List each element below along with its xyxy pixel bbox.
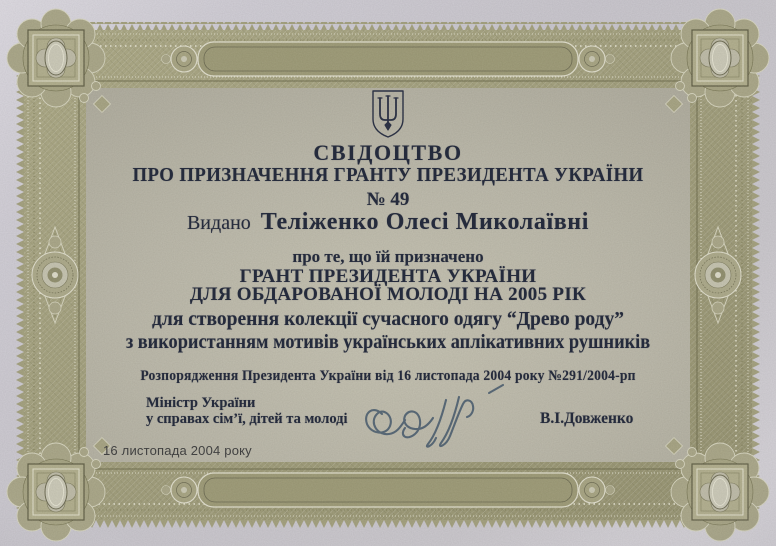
issued-label: Видано	[186, 212, 251, 234]
ukraine-trident-emblem-icon	[370, 89, 406, 141]
decree-reference: Розпорядження Президента України від 16 листопада 2004 року №291/2004-рп	[140, 368, 636, 384]
signer-position-line2: у справах сім’ї, дітей та молоді	[146, 410, 348, 427]
grant-title-line1: ГРАНТ ПРЕЗИДЕНТА УКРАЇНИ	[239, 266, 537, 287]
purpose-line2: з використанням мотивів українських аплікативних рушників	[125, 332, 651, 353]
issue-date-stamp: 16 листопада 2004 року	[103, 443, 252, 458]
recipient-line	[88, 209, 688, 236]
recipient-name: Теліженко Олесі Миколаївні	[260, 209, 590, 235]
handwritten-signature-icon	[358, 383, 548, 449]
signer-name: В.І.Довженко	[540, 410, 634, 427]
signer-position-line1: Міністр України	[146, 395, 256, 411]
certificate-subtitle: ПРО ПРИЗНАЧЕННЯ ГРАНТУ ПРЕЗИДЕНТА УКРАЇНИ	[132, 164, 644, 186]
purpose-line1: для створення колекції сучасного одягу “Древо роду”	[152, 309, 624, 330]
certificate-title: СВІДОЦТВО	[313, 140, 463, 165]
grant-title-line2: ДЛЯ ОБДАРОВАНОЇ МОЛОДІ НА 2005 РІК	[189, 284, 587, 305]
statement-line: про те, що їй призначено	[292, 247, 484, 266]
certificate-number: № 49	[366, 189, 410, 210]
